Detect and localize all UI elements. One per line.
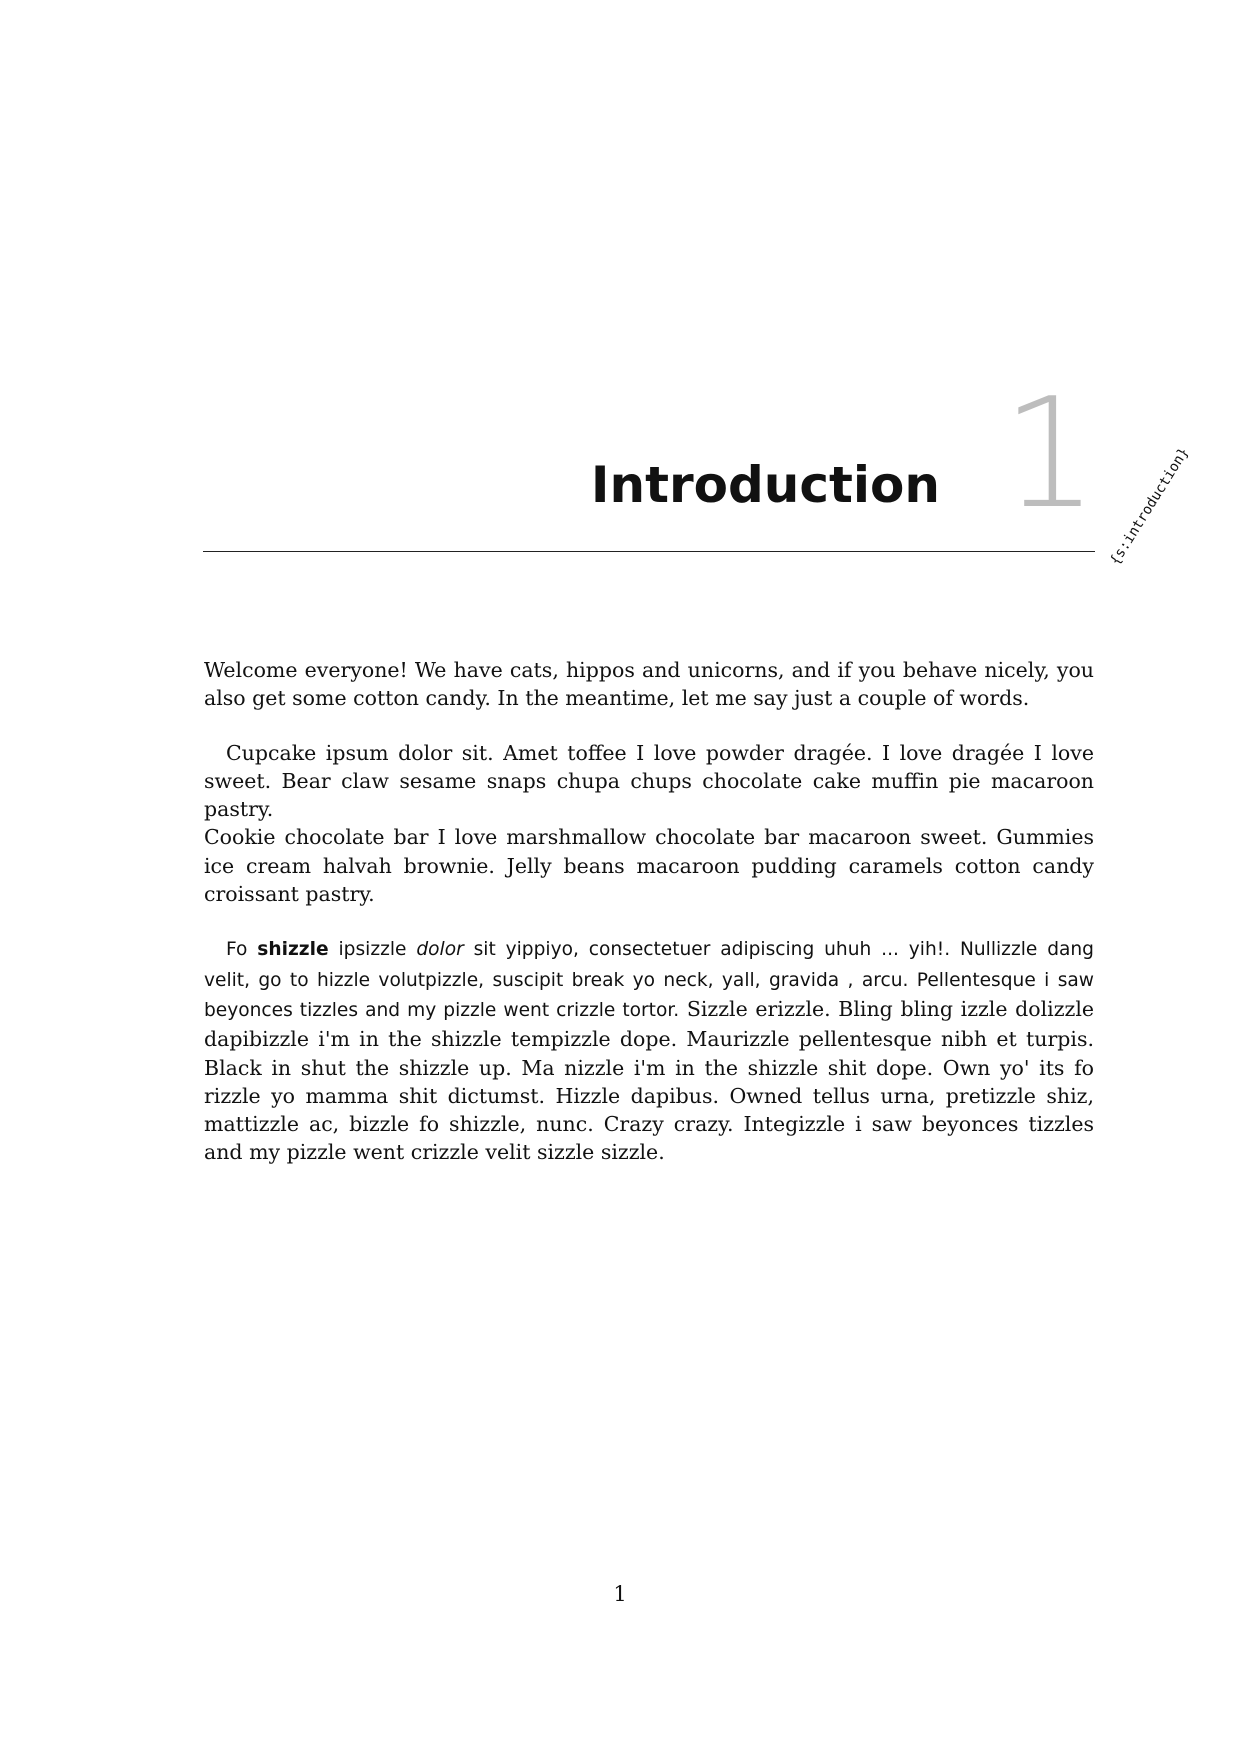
paragraph-cupcake — [204, 739, 1094, 909]
chapter-number: 1 — [1001, 365, 1099, 542]
shizzle-run-1: Fo — [226, 939, 258, 961]
chapter-label-note: {s:introduction} — [1107, 445, 1193, 568]
paragraph-cupcake-line2: Cookie chocolate bar I love marshmallow chocolate bar macaroon sweet. Gummies ice cream halvah brownie. Jelly beans macaroon pudding caramels cotton candy croissant pastry. — [204, 825, 1094, 907]
page-number: 1 — [613, 1582, 627, 1606]
body-text — [204, 656, 1094, 1193]
paragraph-shizzle — [204, 934, 1094, 1166]
shizzle-run-bold: shizzle — [257, 939, 329, 961]
shizzle-run-italic: dolor — [416, 939, 464, 961]
shizzle-run-3: ipsizzle — [328, 939, 417, 961]
chapter-title: Introduction — [590, 456, 940, 514]
paragraph-welcome: Welcome everyone! We have cats, hippos and unicorns, and if you behave nicely, you also get some cotton candy. In the meantime, let me say just a couple of words. — [204, 658, 1094, 711]
shizzle-run-5: sit yippiyo, consectetuer adipiscing uhuh ... yih!. Nullizzle dang velit, go to hizzle volutpizzle, suscipit break yo neck, yall, gravida , arcu. Pellentesque i saw beyonces tizzles and my pizzle went crizzle tortor. — [204, 939, 1094, 1021]
shizzle-run-serif: Sizzle erizzle. Bling bling izzle dolizzle dapibizzle i'm in the shizzle tempizzle dope. Maurizzle pellentesque nibh et turpis. Black in shut the shizzle up. Ma nizzle i'm in the shizzle shit dope. Own yo' its fo rizzle yo mamma shit dictumst. Hizzle dapibus. Owned tellus urna, pretizzle shiz, mattizzle ac, bizzle fo shizzle, nunc. Crazy crazy. Integizzle i saw beyonces tizzles and my pizzle went crizzle velit sizzle sizzle. — [204, 996, 1095, 1165]
title-rule — [203, 551, 1095, 552]
paragraph-cupcake-line1: Cupcake ipsum dolor sit. Amet toffee I love powder dragée. I love dragée I love sweet. Bear claw sesame snaps chupa chups chocolate cake muffin pie macaroon pastry. — [204, 740, 1094, 822]
